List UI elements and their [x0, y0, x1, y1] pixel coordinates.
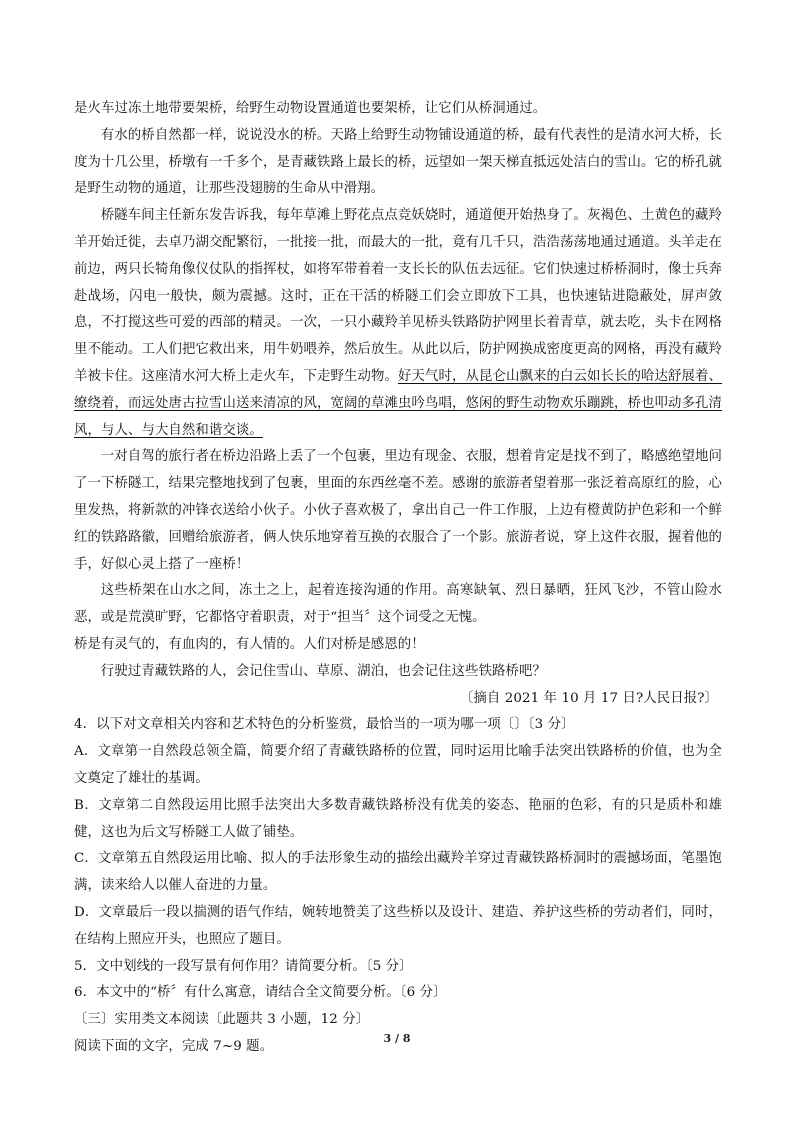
underlined-scenery-passage: 好天气时，从昆仑山飘来的白云如长长的哈达舒展着、缭绕着，而远处唐古拉雪山送来清凉的风，宽阔的草滩虫吟鸟唱，悠闲的野生动物欢乐蹦跳，桥也叩动多孔清风，与人、与大自然和谐交谈。	[74, 368, 722, 438]
question-6: 6．本文中的“桥〞有什么寓意，请结合全文简要分析。〔6 分〕	[74, 985, 447, 1001]
paragraph-bridge-without-water: 有水的桥自然都一样，说说没水的桥。天路上给野生动物铺设通道的桥，最有代表性的是清水河大桥，长度为十几公里，桥墩有一千多个，是青藏铁路上最长的桥，远望如一架天梯直抵远处洁白的雪山。它的桥孔就是野生动物的通道，让那些没翅膀的生命从中滑翔。	[74, 127, 722, 197]
paragraph-antelope-text: 桥隧车间主任新东发告诉我，每年草滩上野花点点竞妖娆时，通道便开始热身了。灰褐色、土黄色的藏羚羊开始迁徙，去卓乃湖交配繁衍，一批接一批，而最大的一批，竟有几千只，浩浩荡荡地通过通道。头羊走在前边，两只长犄角像仪仗队的指挥杖，如将军带着着一支长长的队伍去远征。它们快速过桥桥洞时，像士兵奔赴战场，闪电一般快，颇为震撼。这时，正在干活的桥隧工们会立即放下工具，也快速钻进隐蔽处，屏声敛息，不打搅这些可爱的西部的精灵。一次，一只小藏羚羊见桥头铁路防护网里长着青草，就去吃，头卡在网格里不能动。工人们把它救出来，用牛奶喂养，然后放生。从此以后，防护网换成密度更高的网格，再没有藏羚羊被卡住。这座清水河大桥上走火车，下走野生动物。	[74, 208, 722, 384]
article-body	[74, 96, 722, 1061]
question-4: 4．以下对文章相关内容和艺术特色的分析鉴赏，最恰当的一项为哪一项〔〕〔3 分〕	[74, 717, 575, 733]
paragraph-bridge-spirit: 桥是有灵气的，有血肉的，有人情的。人们对桥是感恩的！	[74, 636, 425, 652]
page-number: 3 / 8	[383, 1032, 411, 1045]
question-4-option-a: A．文章第一自然段总领全篇，简要介绍了青藏铁路桥的位置，同时运用比喻手法突出铁路桥的价值，也为全文奠定了雄壮的基调。	[74, 744, 722, 786]
paragraph-closing: 行驶过青藏铁路的人，会记住雪山、草原、湖泊，也会记住这些铁路桥吧？	[100, 663, 546, 679]
paragraph-bridge-duty: 这些桥架在山水之间，冻土之上，起着连接沟通的作用。高寒缺氧、烈日暴晒，狂风飞沙，不管山险水恶，或是荒漠旷野，它都恪守着职责，对于“担当〞这个词受之无愧。	[74, 583, 722, 626]
paragraph-antelope-passage	[74, 203, 722, 444]
question-5: 5．文中划线的一段写景有何作用？请简要分析。〔5 分〕	[74, 958, 413, 974]
paragraph-continuation: 是火车过冻土地带要架桥，给野生动物设置通道也要架桥，让它们从桥洞通过。	[74, 101, 547, 116]
question-4-option-d: D．文章最后一段以揣测的语气作结，婉转地赞美了这些桥以及设计、建造、养护这些桥的劳动者们，同时，在结构上照应开头，也照应了题目。	[74, 904, 722, 947]
article-source: 〔摘自 2021 年 10 月 17 日?人民日报?〕	[459, 690, 718, 706]
section-3-heading: 〔三〕实用类文本阅读〔此题共 3 小题，12 分〕	[74, 1012, 370, 1028]
paragraph-travelers-story: 一对自驾的旅行者在桥边沿路上丢了一个包裹，里边有现金、衣服，想着肯定是找不到了，略感绝望地问了一下桥隧工，结果完整地找到了包裹，里面的东西丝毫不差。感谢的旅游者望着那一张泛着高原红的脸，心里发热，将新款的冲锋衣送给小伙子。小伙子喜欢极了，拿出自己一件工作服，上边有橙黄防护色彩和一个鲜红的铁路路徽，回赠给旅游者，俩人快乐地穿着互换的衣服合了一个影。旅游者说，穿上这件衣服，握着他的手，好似心灵上搭了一座桥！	[74, 449, 722, 572]
question-4-option-c: C．文章第五自然段运用比喻、拟人的手法形象生动的描绘出藏羚羊穿过青藏铁路桥洞时的震撼场面，笔墨饱满，读来给人以催人奋进的力量。	[74, 851, 722, 894]
question-4-option-b: B．文章第二自然段运用比照手法突出大多数青藏铁路桥没有优美的姿态、艳丽的色彩，有的只是质朴和雄健，这也为后文写桥隧工人做了铺垫。	[74, 797, 722, 840]
reading-instruction: 阅读下面的文字，完成 7~9 题。	[74, 1038, 274, 1054]
